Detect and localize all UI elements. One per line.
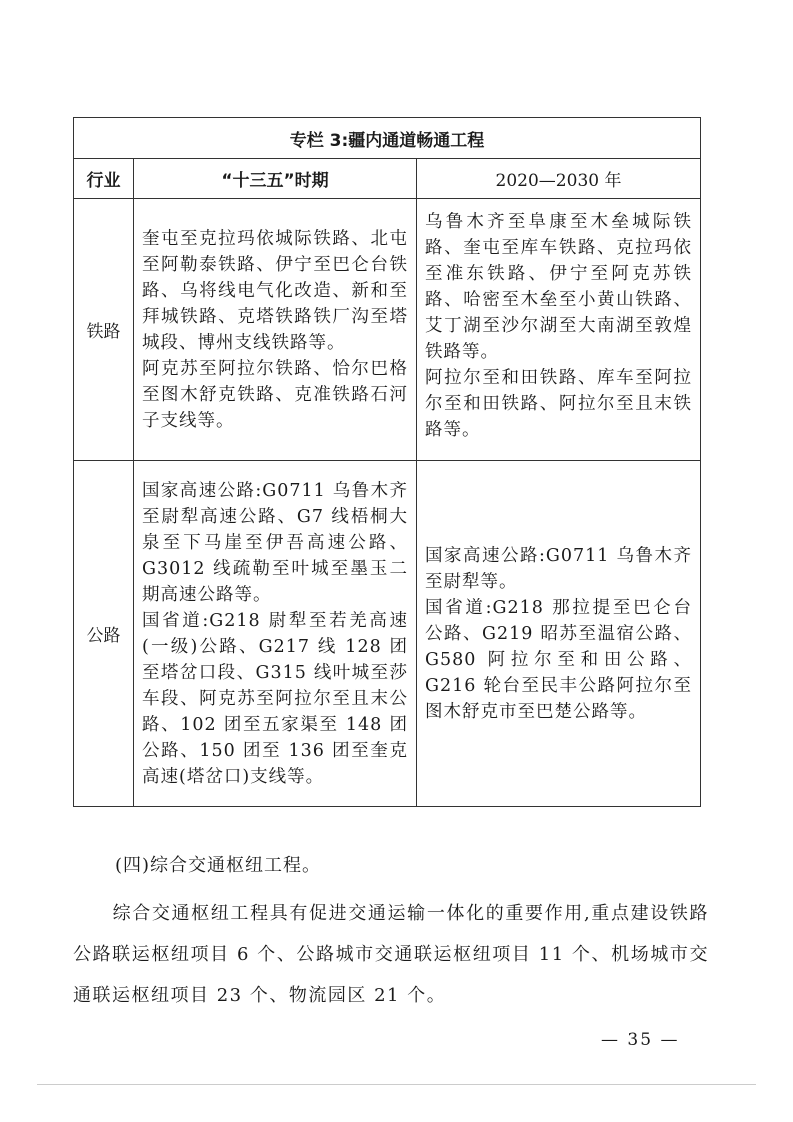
paragraph-text: 综合交通枢纽工程具有促进交通运输一体化的重要作用,重点建设铁路公路联运枢纽项目 6 个、公路城市交通联运枢纽项目 11 个、机场城市交通联运枢纽项目 23 个、物流园区 21 个。 xyxy=(73,903,709,1006)
page-number: — 35 — xyxy=(601,1030,680,1050)
highway-13th-plan-cell xyxy=(134,461,417,807)
railway-2030-text-1: 乌鲁木齐至阜康至木垒城际铁路、奎屯至库车铁路、克拉玛依至准东铁路、伊宁至阿克苏铁路、哈密至木垒至小黄山铁路、艾丁湖至沙尔湖至大南湖至敦煌铁路等。 xyxy=(425,212,693,363)
highway-13th-plan-text-2: 国省道:G218 尉犁至若羌高速(一级)公路、G217 线 128 团至塔岔口段、G315 线叶城至莎车段、阿克苏至阿拉尔至且末公路、102 团至五家渠至 148 团公路、150 团至 136 团至奎克高速(塔岔口)支线等。 xyxy=(142,610,408,787)
table-title: 专栏 3:疆内通道畅通工程 xyxy=(74,118,701,159)
railway-2030-cell xyxy=(417,199,701,461)
project-table xyxy=(73,117,700,807)
table-row-railway xyxy=(74,199,701,461)
railway-13th-plan-text-2: 阿克苏至阿拉尔铁路、恰尔巴格至图木舒克铁路、克准铁路石河子支线等。 xyxy=(142,358,408,431)
row-label-highway: 公路 xyxy=(74,461,134,807)
footer-divider xyxy=(37,1084,756,1085)
highway-2030-cell xyxy=(417,461,701,807)
row-label-railway: 铁路 xyxy=(74,199,134,461)
highway-2030-text-1: 国家高速公路:G0711 乌鲁木齐至尉犁等。 xyxy=(425,545,693,592)
railway-2030-text-2: 阿拉尔至和田铁路、库车至阿拉尔至和田铁路、阿拉尔至且末铁路等。 xyxy=(425,368,693,441)
header-13th-plan: “十三五”时期 xyxy=(134,159,417,199)
highway-13th-plan-text-1: 国家高速公路:G0711 乌鲁木齐至尉犁高速公路、G7 线梧桐大泉至下马崖至伊吾高速公路、G3012 线疏勒至叶城至墨玉二期高速公路等。 xyxy=(142,480,408,605)
highway-2030-text-2: 国省道:G218 那拉提至巴仑台公路、G219 昭苏至温宿公路、G580 阿拉尔至和田公路、G216 轮台至民丰公路阿拉尔至图木舒克市至巴楚公路等。 xyxy=(425,597,693,722)
railway-13th-plan-cell xyxy=(134,199,417,461)
section-heading: (四)综合交通枢纽工程。 xyxy=(115,855,322,876)
header-2020-2030: 2020—2030 年 xyxy=(417,159,701,199)
body-paragraph xyxy=(73,893,709,1016)
table-row-highway xyxy=(74,461,701,807)
header-industry: 行业 xyxy=(74,159,134,199)
railway-13th-plan-text-1: 奎屯至克拉玛依城际铁路、北屯至阿勒泰铁路、伊宁至巴仑台铁路、乌将线电气化改造、新和至拜城铁路、克塔铁路铁厂沟至塔城段、博州支线铁路等。 xyxy=(142,228,408,353)
